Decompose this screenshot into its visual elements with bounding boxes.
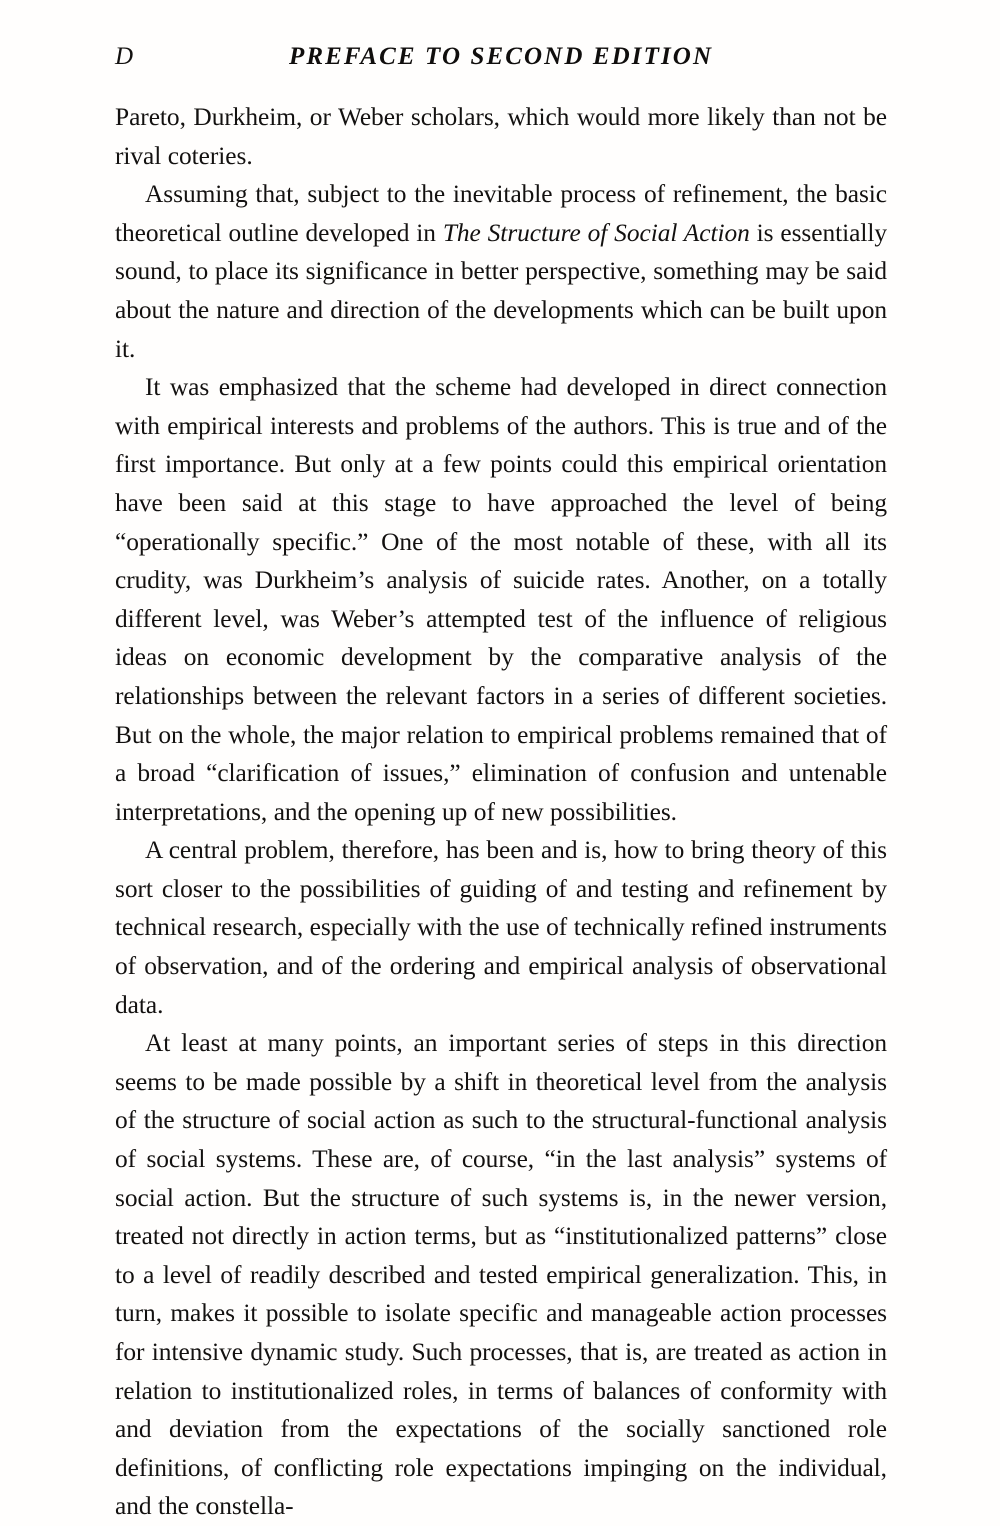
paragraph-assuming-tail: is essentially sound, to place its significance in better perspective, something may be said about the nature and direction of the developments which can be built upon it. bbox=[115, 218, 887, 363]
running-head bbox=[115, 40, 885, 80]
book-title-structure-of-social-action: The Structure of Social Action bbox=[442, 218, 750, 247]
paragraph-at-least: At least at many points, an important series of steps in this direction seems to be made possible by a shift in theoretical level from the analysis of the structure of social action as such to the structural-functional analysis of social systems. These are, of course, “in the last analysis” systems of social action. But the structure of such systems is, in the newer version, treated not directly in action terms, but as “institutionalized patterns” close to a level of readily described and tested empirical generalization. This, in turn, makes it possible to isolate specific and manageable action processes for intensive dynamic study. Such processes, that is, are treated as action in relation to institutionalized roles, in terms of balances of conformity with and deviation from the expectations of the socially sanctioned role definitions, of conflicting role expectations impinging on the individual, and the constella- bbox=[115, 1029, 887, 1521]
paragraph-emphasized: It was emphasized that the scheme had developed in direct connection with empirical interests and problems of the authors. This is true and of the first importance. But only at a few points could this empirical orientation have been said at this stage to have approached the level of being “operationally specific.” One of the most notable of these, with all its crudity, was Durkheim’s analysis of suicide rates. Another, on a totally different level, was Weber’s attempted test of the influence of religious ideas on economic development by the comparative analysis of the relationships between the relevant factors in a series of different societies. But on the whole, the major relation to empirical problems remained that of a broad “clarification of issues,” elimination of confusion and untenable interpretations, and the opening up of new possibilities. bbox=[115, 373, 887, 826]
paragraph-coteries: Pareto, Durkheim, or Weber scholars, which would more likely than not be rival coteries. bbox=[115, 103, 887, 170]
body-text-column bbox=[115, 98, 887, 1526]
paragraph-central-problem: A central problem, therefore, has been and is, how to bring theory of this sort closer to the possibilities of guiding of and testing and refinement by technical research, especially with the use of technically refined instruments of observation, and of the ordering and empirical analysis of observational data. bbox=[115, 836, 888, 1019]
page-folio: D bbox=[115, 43, 134, 70]
paragraph-assuming bbox=[115, 175, 887, 368]
paragraph-assuming-lead: Assuming that, subject to the inevitable process of refinement, the basic theoretical outline developed in bbox=[115, 180, 887, 247]
running-head-title: PREFACE TO SECOND EDITION bbox=[288, 43, 714, 70]
